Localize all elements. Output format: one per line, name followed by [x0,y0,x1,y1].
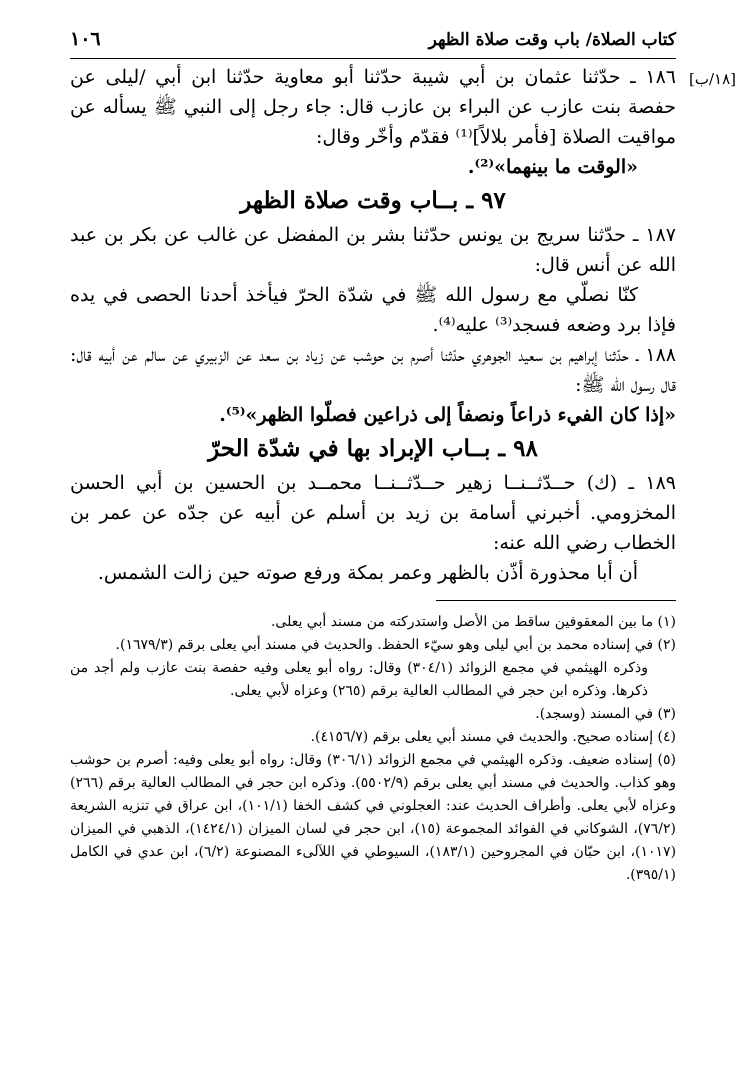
footnote-divider [436,600,676,601]
footnote-1 [70,611,676,634]
footnote-line: (٤) إسناده صحيح. والحديث في مسند أبي يعلى برقم (٤١٥٦/٧). [310,729,676,745]
chapter-98-heading: ٩٨ ـ بــاب الإبراد بها في شدّة الحرّ [208,435,538,462]
hadith-188-matn: «إذا كان الفيء ذراعاً ونصفاً إلى ذراعين فصلّوا الظهر»⁽⁵⁾. [219,404,676,426]
margin-folio-note: [١٨/ب] [688,70,736,88]
hadith-186-matn: «الوقت ما بينهما»⁽²⁾. [467,156,638,178]
header-title: كتاب الصلاة/ باب وقت صلاة الظهر [428,30,676,50]
footnote-line: (٣) في المسند (وسجد). [535,706,676,722]
chapter-97-heading: ٩٧ ـ بــاب وقت صلاة الظهر [240,187,506,214]
main-text [70,62,676,887]
hadith-189-matn: أن أبا محذورة أذّن بالظهر وعمر بمكة ورفع صوته حين زالت الشمس. [97,562,638,584]
page-number: ١٠٦ [70,28,101,50]
footnote-2 [70,634,676,703]
running-header [70,26,676,59]
footnote-line: (٥) إسناده ضعيف. وذكره الهيثمي في مجمع الزوائد (٣٠٦/١) وقال: رواه أبو يعلى وفيه: أصرم بن حوشب وهو كذاب. والحديث في مسند أبي يعلى برقم (٥٥٠٢/٩). وذكره ابن حجر في المطالب العالية برقم (٢٦٦) وعزاه لأبي يعلى. وأطراف الحديث عند: العجلوني في كشف الخفا (١٠١/١)، ابن عراق في تنزيه الشريعة (٧٦/٢)، الشوكاني في الفوائد المجموعة (١٥)، ابن حجر في لسان الميزان (١٤٢٤/١)، الذهبي في الميزان (١٠١٧)، ابن حبّان في المجروحين (١٨٣/١)، السيوطي في اللآلىء المصنوعة (٦/٢)، ابن عدي في الكامل (٣٩٥/١). [70,752,677,883]
hadith-186: ١٨٦ ـ حدّثنا عثمان بن أبي شيبة حدّثنا أبو معاوية حدّثنا ابن أبي /ليلى عن حفصة بنت عازب عن البراء بن عازب قال: جاء رجل إلى النبي ﷺ يسأله عن مواقيت الصلاة [فأمر بلالاً]⁽¹⁾ فقدّم وأخّر وقال: [70,66,676,148]
footnote-line: (٢) في إسناده محمد بن أبي ليلى وهو سيّء الحفظ. والحديث في مسند أبي يعلى برقم (١٦٧٩/٣). [115,637,676,653]
hadith-187-matn: كنّا نصلّي مع رسول الله ﷺ في شدّة الحرّ فيأخذ أحدنا الحصى في يده فإذا برد وضعه فسجد⁽³⁾ عليه⁽⁴⁾. [70,284,676,336]
hadith-189: ١٨٩ ـ (ك) حــدّثــنــا زهير حــدّثــنــا محمــد بن الحسين بن أبي الحسن المخزومي. أخبرني أسامة بن زيد بن أسلم عن أبيه عن جدّه عن عمر بن الخطاب رضي الله عنه: [70,472,676,554]
hadith-187: ١٨٧ ـ حدّثنا سريج بن يونس حدّثنا بشر بن المفضل عن غالب عن بكر بن عبد الله عن أنس قال: [70,224,676,276]
footnotes [70,611,676,887]
footnote-3 [70,703,676,726]
footnote-4 [70,726,676,749]
footnote-5 [70,749,676,887]
hadith-188: ١٨٨ ـ حدّثنا إبراهيم بن سعيد الجوهري حدّثنا أصرم بن حوشب عن زياد بن سعد عن الزبيري عن سالم عن أبيه قال: قال رسول الله ﷺ: [70,344,676,396]
footnote-line: (١) ما بين المعقوفين ساقط من الأصل واستدركته من مسند أبي يعلى. [270,614,676,630]
footnote-line: وذكره الهيثمي في مجمع الزوائد (٣٠٤/١) وقال: رواه أبو يعلى وفيه حفصة بنت عازب ولم أجد من ذكرها. وذكره ابن حجر في المطالب العالية برقم (٢٦٥) وعزاه لأبي يعلى. [70,660,648,699]
